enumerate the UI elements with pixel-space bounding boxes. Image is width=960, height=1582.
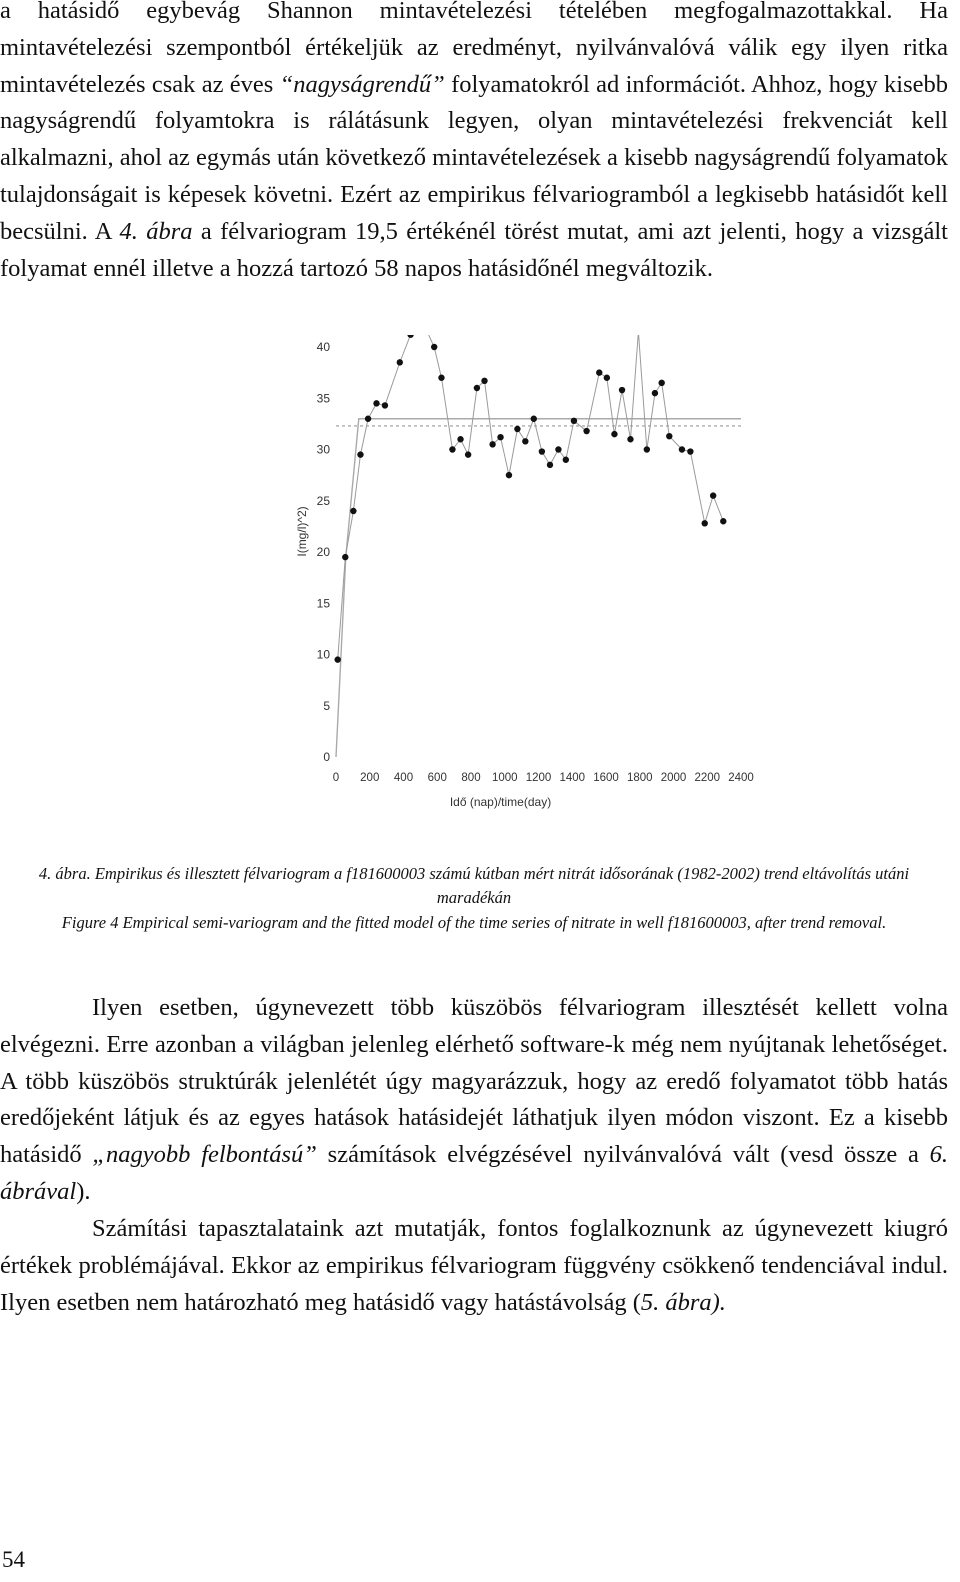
data-point <box>702 520 708 526</box>
paragraph-text: folyamatokról ad információt. Ahhoz, hogy kisebb nagyságrendű folyamtokra is rálátásunk legyen, olyan mintavételezési frekvenciát kell alkalmazni, ahol az egymás után következő mintavételezések a kisebb nagyságrendű folyamatok tulajdonságait is képesek követni. Ezért az empirikus félvariogramból a legkisebb hatásidőt kell becsülni. A <box>0 70 948 245</box>
data-point <box>481 378 487 384</box>
x-tick-label: 800 <box>461 772 481 784</box>
y-tick-label: 30 <box>316 442 330 457</box>
data-point <box>666 433 672 439</box>
y-tick-label: 35 <box>316 391 330 406</box>
data-point <box>652 390 658 396</box>
paragraph-emphasis: “nagyságrendű” <box>279 70 445 98</box>
semivariogram-plot <box>290 335 760 825</box>
figure-reference: 5. ábra). <box>640 1288 726 1316</box>
empirical-series-line <box>338 335 724 660</box>
caption-text: Figure 4 Empirical semi-variogram and the fitted model of the time series of nitrate in well f181600003, after trend removal. <box>61 913 887 932</box>
body-paragraph <box>0 990 948 1211</box>
figure-caption-hungarian <box>0 862 948 910</box>
body-paragraph <box>0 0 948 287</box>
data-point <box>334 656 340 662</box>
data-point <box>619 387 625 393</box>
data-point <box>514 426 520 432</box>
data-point <box>720 518 726 524</box>
data-point <box>431 344 437 350</box>
data-point <box>583 428 589 434</box>
data-point <box>497 434 503 440</box>
data-point <box>407 335 413 338</box>
x-tick-label: 1600 <box>593 772 619 784</box>
figure-reference: 4. ábra <box>119 217 193 245</box>
data-point <box>465 451 471 457</box>
x-tick-label: 1400 <box>559 772 586 784</box>
data-point <box>644 446 650 452</box>
x-tick-label: 600 <box>427 772 447 784</box>
x-tick-label: 1200 <box>525 772 552 784</box>
y-tick-label: 40 <box>316 340 330 354</box>
data-point <box>611 431 617 437</box>
figure-4-chart <box>290 335 760 825</box>
x-tick-label: 1800 <box>626 772 653 784</box>
x-tick-label: 1000 <box>491 772 518 784</box>
figure-caption-english <box>0 911 948 935</box>
x-tick-label: 2200 <box>694 772 721 784</box>
paragraph-text: a félvariogram 19,5 értékénél törést mutat, ami azt jelenti, hogy a vizsgált folyamat ennél illetve a hozzá tartozó 58 napos hatásidőnél megváltozik. <box>0 217 948 282</box>
data-point <box>710 492 716 498</box>
paragraph-emphasis: „nagyobb felbontású” <box>92 1141 317 1169</box>
paragraph-text: Számítási tapasztalataink azt mutatják, fontos foglalkoznunk az úgynevezett kiugró értékek problémájával. Ekkor az empirikus félvariogram függvény csökkenő tendenciával indul. Ilyen esetben nem határozható meg hatásidő vagy hatástávolság ( <box>0 1215 948 1316</box>
y-tick-label: 5 <box>323 698 330 713</box>
paragraph-text: számítások elvégzésével nyilvánvalóvá vált (vesd össze a <box>316 1141 930 1169</box>
x-tick-label: 2400 <box>728 772 754 784</box>
figure-label: 4. ábra. <box>38 864 91 883</box>
paragraph-text: a hatásidő egybevág Shannon mintavételezési tételében megfogalmazottakkal. Ha mintavételezési szempontból értékeljük az eredményt, nyilvánvalóvá válik egy ilyen ritka mintavételezés csak az éves <box>0 0 948 98</box>
data-point <box>604 375 610 381</box>
data-point <box>658 380 664 386</box>
data-point <box>365 416 371 422</box>
data-point <box>563 457 569 463</box>
x-tick-label: 200 <box>360 772 380 784</box>
y-tick-label: 20 <box>316 545 330 559</box>
data-point <box>679 446 685 452</box>
data-point <box>357 451 363 457</box>
data-point <box>547 462 553 468</box>
data-point <box>539 448 545 454</box>
data-point <box>382 402 388 408</box>
y-tick-label: 10 <box>316 647 330 662</box>
caption-text: Empirikus és illesztett félvariogram a f181600003 számú kútban mért nitrát idősorának (1982-2002) trend eltávolítás utáni maradékán <box>90 864 910 907</box>
y-tick-label: 15 <box>316 596 330 611</box>
y-tick-label: 25 <box>316 493 330 508</box>
data-point <box>397 359 403 365</box>
data-point <box>627 436 633 442</box>
data-point <box>350 508 356 514</box>
data-point <box>687 448 693 454</box>
paragraph-text: ). <box>76 1177 91 1205</box>
y-axis-label: I(mg/l)^2) <box>295 506 309 557</box>
data-point <box>531 416 537 422</box>
figure-reference: 6. ábrával <box>0 1141 948 1205</box>
data-point <box>506 472 512 478</box>
x-tick-label: 0 <box>332 772 340 784</box>
data-point <box>522 438 528 444</box>
data-point <box>457 436 463 442</box>
data-point <box>474 385 480 391</box>
fitted-model-line <box>336 419 741 757</box>
data-point <box>449 446 455 452</box>
data-point <box>438 375 444 381</box>
page-number: 54 <box>2 1547 25 1572</box>
body-paragraph <box>0 1211 948 1321</box>
data-point <box>555 446 561 452</box>
x-tick-label: 400 <box>393 772 414 784</box>
data-point <box>373 400 379 406</box>
data-point <box>342 554 348 560</box>
data-point <box>489 441 495 447</box>
paragraph-text: Ilyen esetben, úgynevezett több küszöbös félvariogram illesztését kellett volna elvégezni. Erre azonban a világban jelenleg elérhető software-k még nem nyújtanak lehetőséget. A több küszöbös struktúrák jelenlétét úgy magyarázzuk, hogy az eredő folyamatot több hatás eredőjeként látjuk és az egyes hatások hatásidejét láthatjuk ilyen módon viszont. Ez a kisebb hatásidő <box>0 994 948 1169</box>
y-tick-label: 0 <box>323 750 330 764</box>
x-axis-label: Idő (nap)/time(day) <box>449 795 552 809</box>
data-point <box>596 369 602 375</box>
data-point <box>571 418 577 424</box>
x-tick-label: 2000 <box>660 772 687 784</box>
